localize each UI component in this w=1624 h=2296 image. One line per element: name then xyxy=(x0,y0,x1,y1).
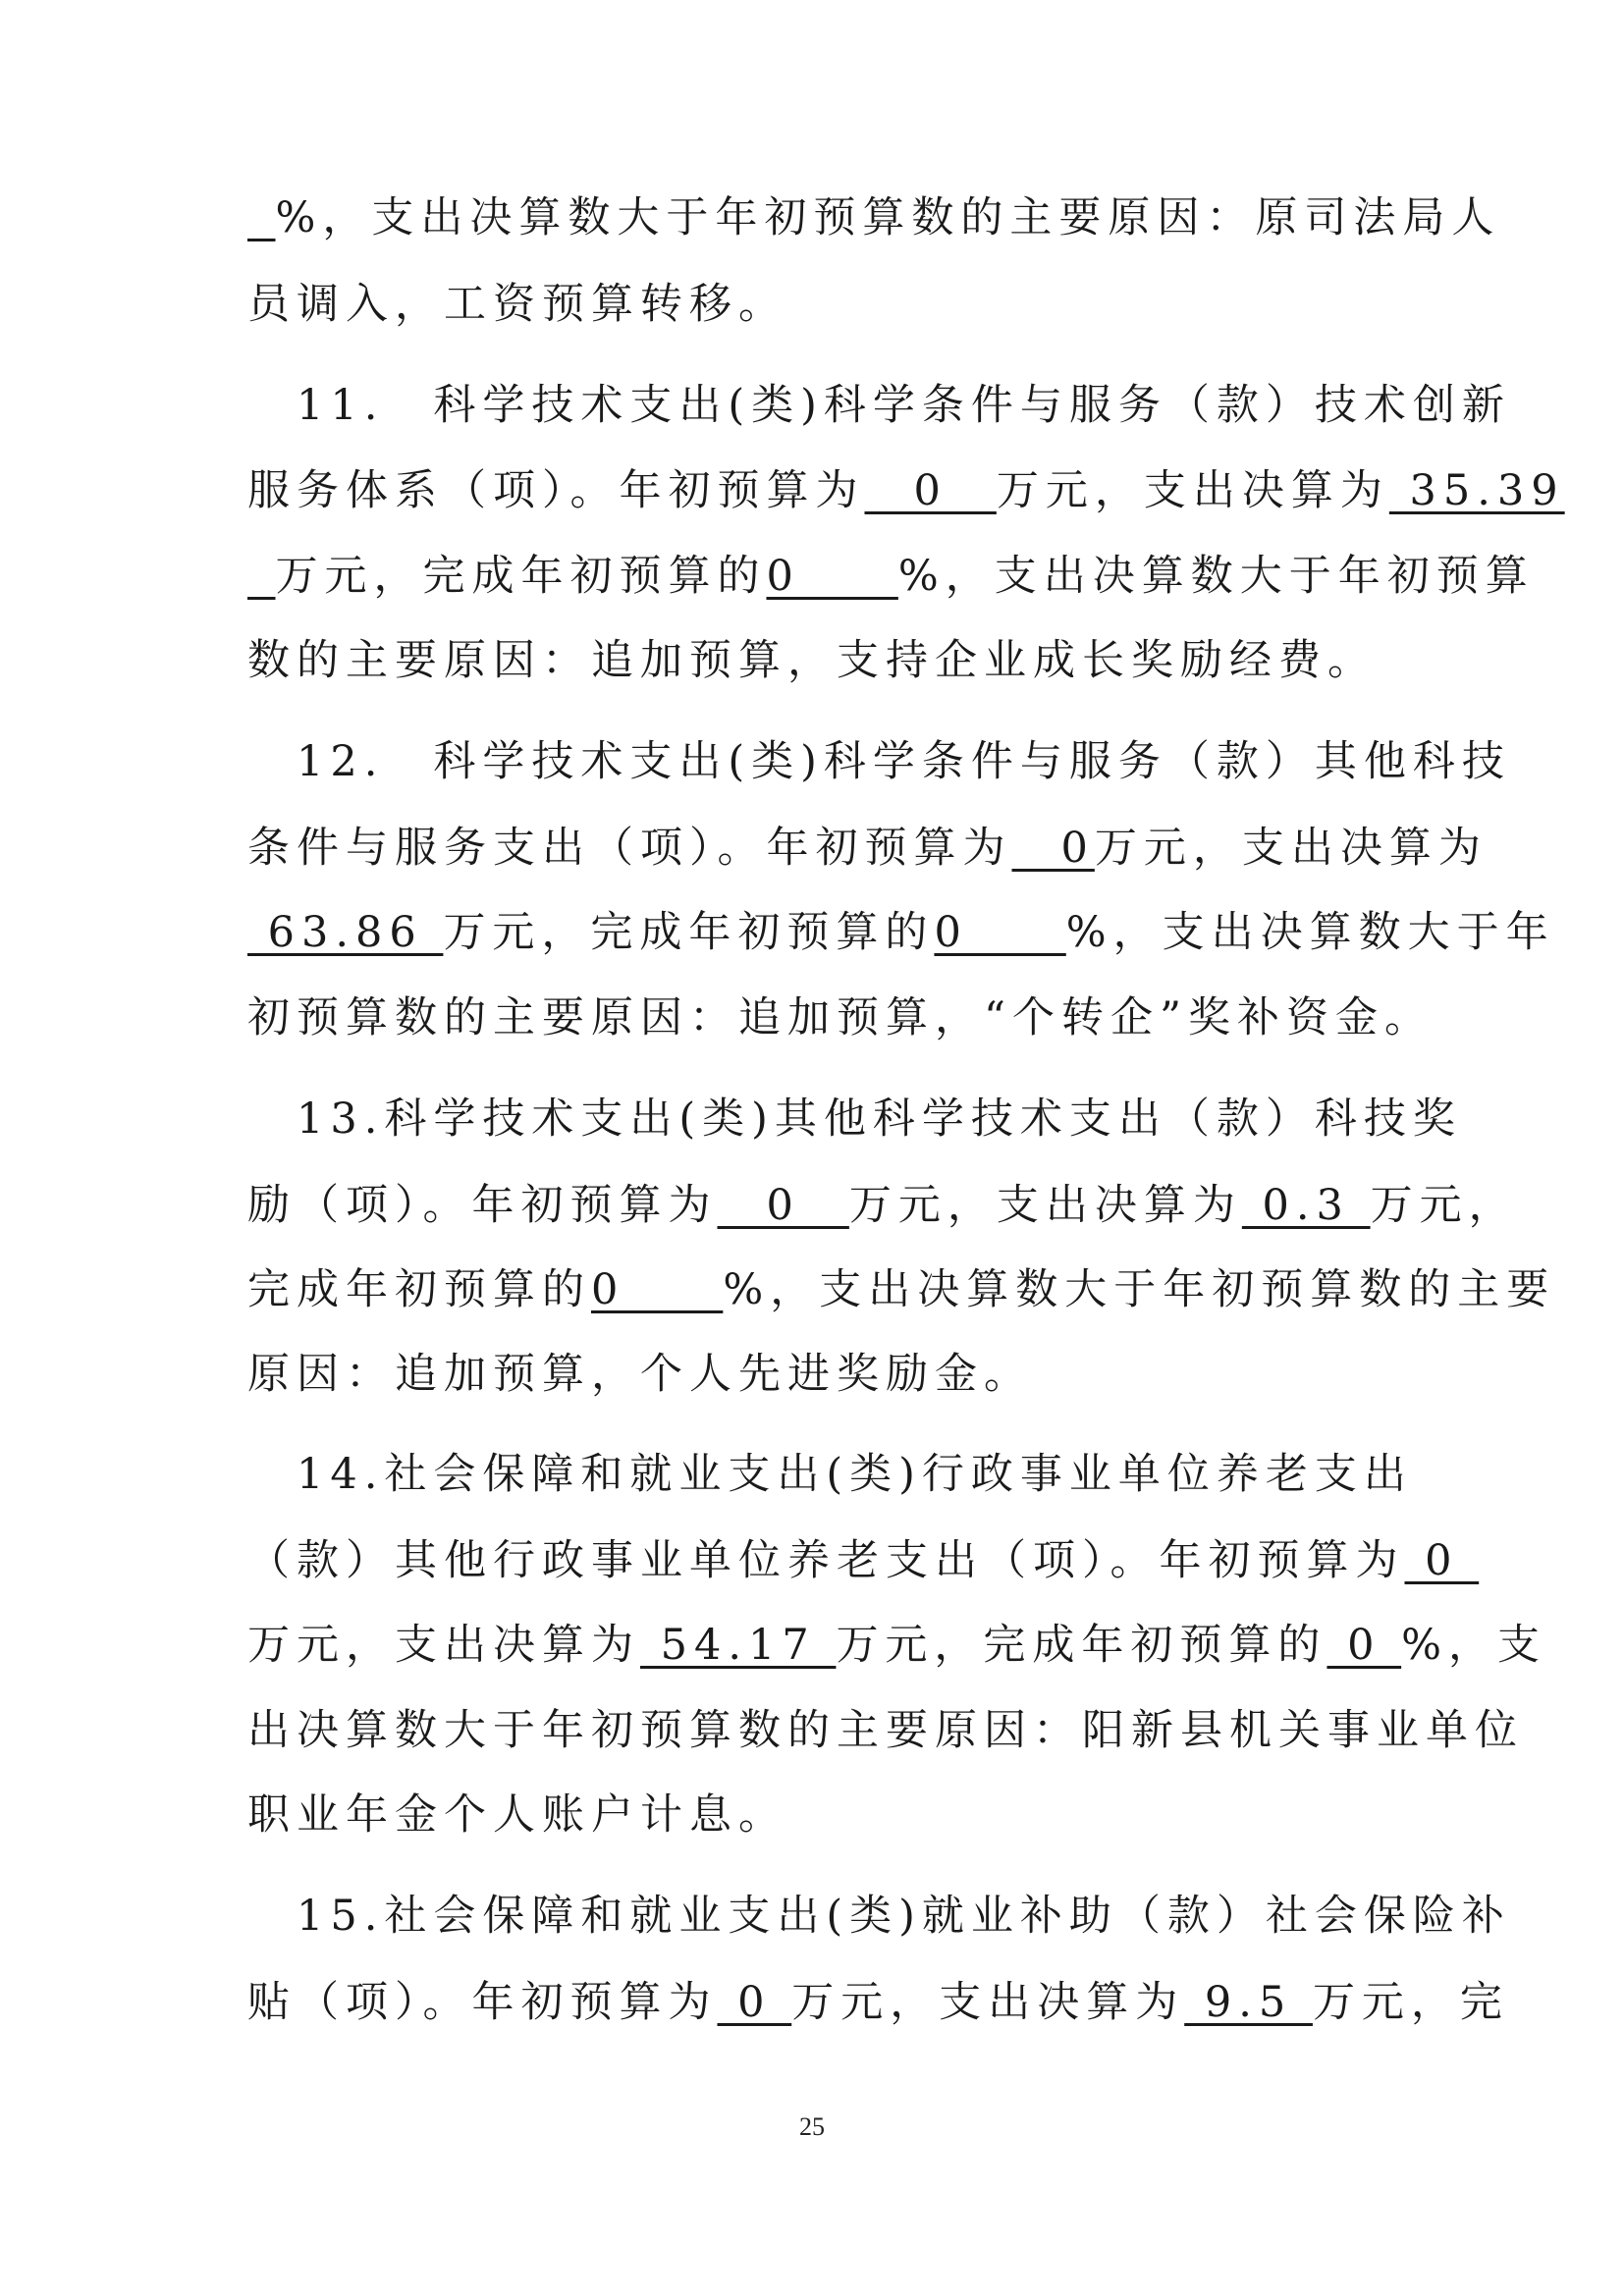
underlined-value: 63.86 xyxy=(247,908,444,957)
text-segment: %，支出决算数大于年初预算数的主要原因：原司法局人 xyxy=(275,193,1501,242)
text-line xyxy=(247,630,1386,691)
text-segment: 条件与服务支出（项）。年初预算为 xyxy=(247,824,1012,873)
text-segment: 万元，支出决算为 xyxy=(1094,824,1488,873)
text-segment: %，支 xyxy=(1401,1621,1546,1670)
text-line xyxy=(247,988,1434,1048)
text-line xyxy=(247,274,1386,335)
text-segment: 万元，完成年初预算的 xyxy=(443,908,935,957)
text-segment: 万元，支出决算为 xyxy=(791,1978,1185,2027)
text-line xyxy=(247,1615,1546,1676)
underlined-value: _ xyxy=(247,552,276,601)
text-line xyxy=(247,1089,1462,1149)
text-segment: 12. 科学技术支出(类)科学条件与服务（款）其他科技 xyxy=(247,737,1511,786)
text-segment: （款）其他行政事业单位养老支出（项）。年初预算为 xyxy=(247,1536,1405,1585)
text-line xyxy=(247,460,1565,521)
text-segment: 万元，完成年初预算的 xyxy=(275,552,767,601)
underlined-value: 9.5 xyxy=(1184,1978,1313,2027)
text-segment: 初预算数的主要原因：追加预算，“个转企”奖补资金。 xyxy=(247,993,1434,1042)
text-line xyxy=(247,1259,1556,1320)
text-segment: 万元，支出决算为 xyxy=(996,466,1389,515)
text-segment: 14.社会保障和就业支出(类)行政事业单位养老支出 xyxy=(247,1450,1413,1499)
underlined-value: 0.3 xyxy=(1241,1181,1371,1230)
underlined-value: 0 xyxy=(766,552,898,601)
text-segment: 万元，完 xyxy=(1312,1978,1509,2027)
underlined-value: 0 xyxy=(1326,1621,1402,1670)
underlined-value: 0 xyxy=(1404,1536,1480,1585)
text-segment: 完成年初预算的 xyxy=(247,1265,591,1314)
text-segment: 13.科学技术支出(类)其他科学技术支出（款）科技奖 xyxy=(247,1095,1462,1144)
text-line xyxy=(247,1972,1509,2033)
text-line xyxy=(247,375,1511,436)
text-segment: 万元，支出决算为 xyxy=(247,1621,640,1670)
underlined-value: 54.17 xyxy=(640,1621,837,1670)
underlined-value: 0 xyxy=(591,1265,724,1314)
text-segment: %，支出决算数大于年 xyxy=(1065,908,1555,957)
underlined-value: _ xyxy=(247,193,276,242)
text-segment: 服务体系（项）。年初预算为 xyxy=(247,466,865,515)
text-line xyxy=(247,1886,1511,1947)
text-segment: 贴（项）。年初预算为 xyxy=(247,1978,718,2027)
text-segment: 万元，支出决算为 xyxy=(848,1181,1242,1230)
text-line xyxy=(247,1785,1386,1845)
underlined-value: 0 xyxy=(934,908,1066,957)
text-line xyxy=(247,1444,1413,1505)
page-number: 25 xyxy=(799,2112,825,2141)
text-segment: 员调入，工资预算转移。 xyxy=(247,280,787,329)
text-segment: 出决算数大于年初预算数的主要原因：阳新县机关事业单位 xyxy=(247,1706,1524,1755)
text-line xyxy=(247,1344,1386,1405)
text-segment: 数的主要原因：追加预算，支持企业成长奖励经费。 xyxy=(247,636,1377,685)
text-segment: 原因：追加预算，个人先进奖励金。 xyxy=(247,1350,1033,1399)
text-segment: 职业年金个人账户计息。 xyxy=(247,1790,787,1840)
text-segment: %，支出决算数大于年初预算 xyxy=(897,552,1535,601)
underlined-value: 0 xyxy=(1011,824,1095,873)
text-segment: %，支出决算数大于年初预算数的主要 xyxy=(723,1265,1556,1314)
text-line xyxy=(247,1530,1480,1591)
text-line xyxy=(247,818,1488,879)
underlined-value: 0 xyxy=(864,466,997,515)
text-line xyxy=(247,187,1501,248)
text-segment: 万元，完成年初预算的 xyxy=(836,1621,1327,1670)
text-segment: 15.社会保障和就业支出(类)就业补助（款）社会保险补 xyxy=(247,1892,1511,1941)
underlined-value: 0 xyxy=(717,1181,849,1230)
text-line xyxy=(247,1700,1524,1761)
text-line xyxy=(247,546,1535,607)
text-line xyxy=(247,731,1511,792)
text-line xyxy=(247,1175,1518,1236)
underlined-value: 35.39 xyxy=(1388,466,1565,515)
underlined-value: 0 xyxy=(717,1978,792,2027)
text-segment: 11. 科学技术支出(类)科学条件与服务（款）技术创新 xyxy=(247,381,1511,430)
text-segment: 励（项）。年初预算为 xyxy=(247,1181,718,1230)
text-line xyxy=(247,902,1555,963)
text-segment: 万元， xyxy=(1370,1181,1518,1230)
